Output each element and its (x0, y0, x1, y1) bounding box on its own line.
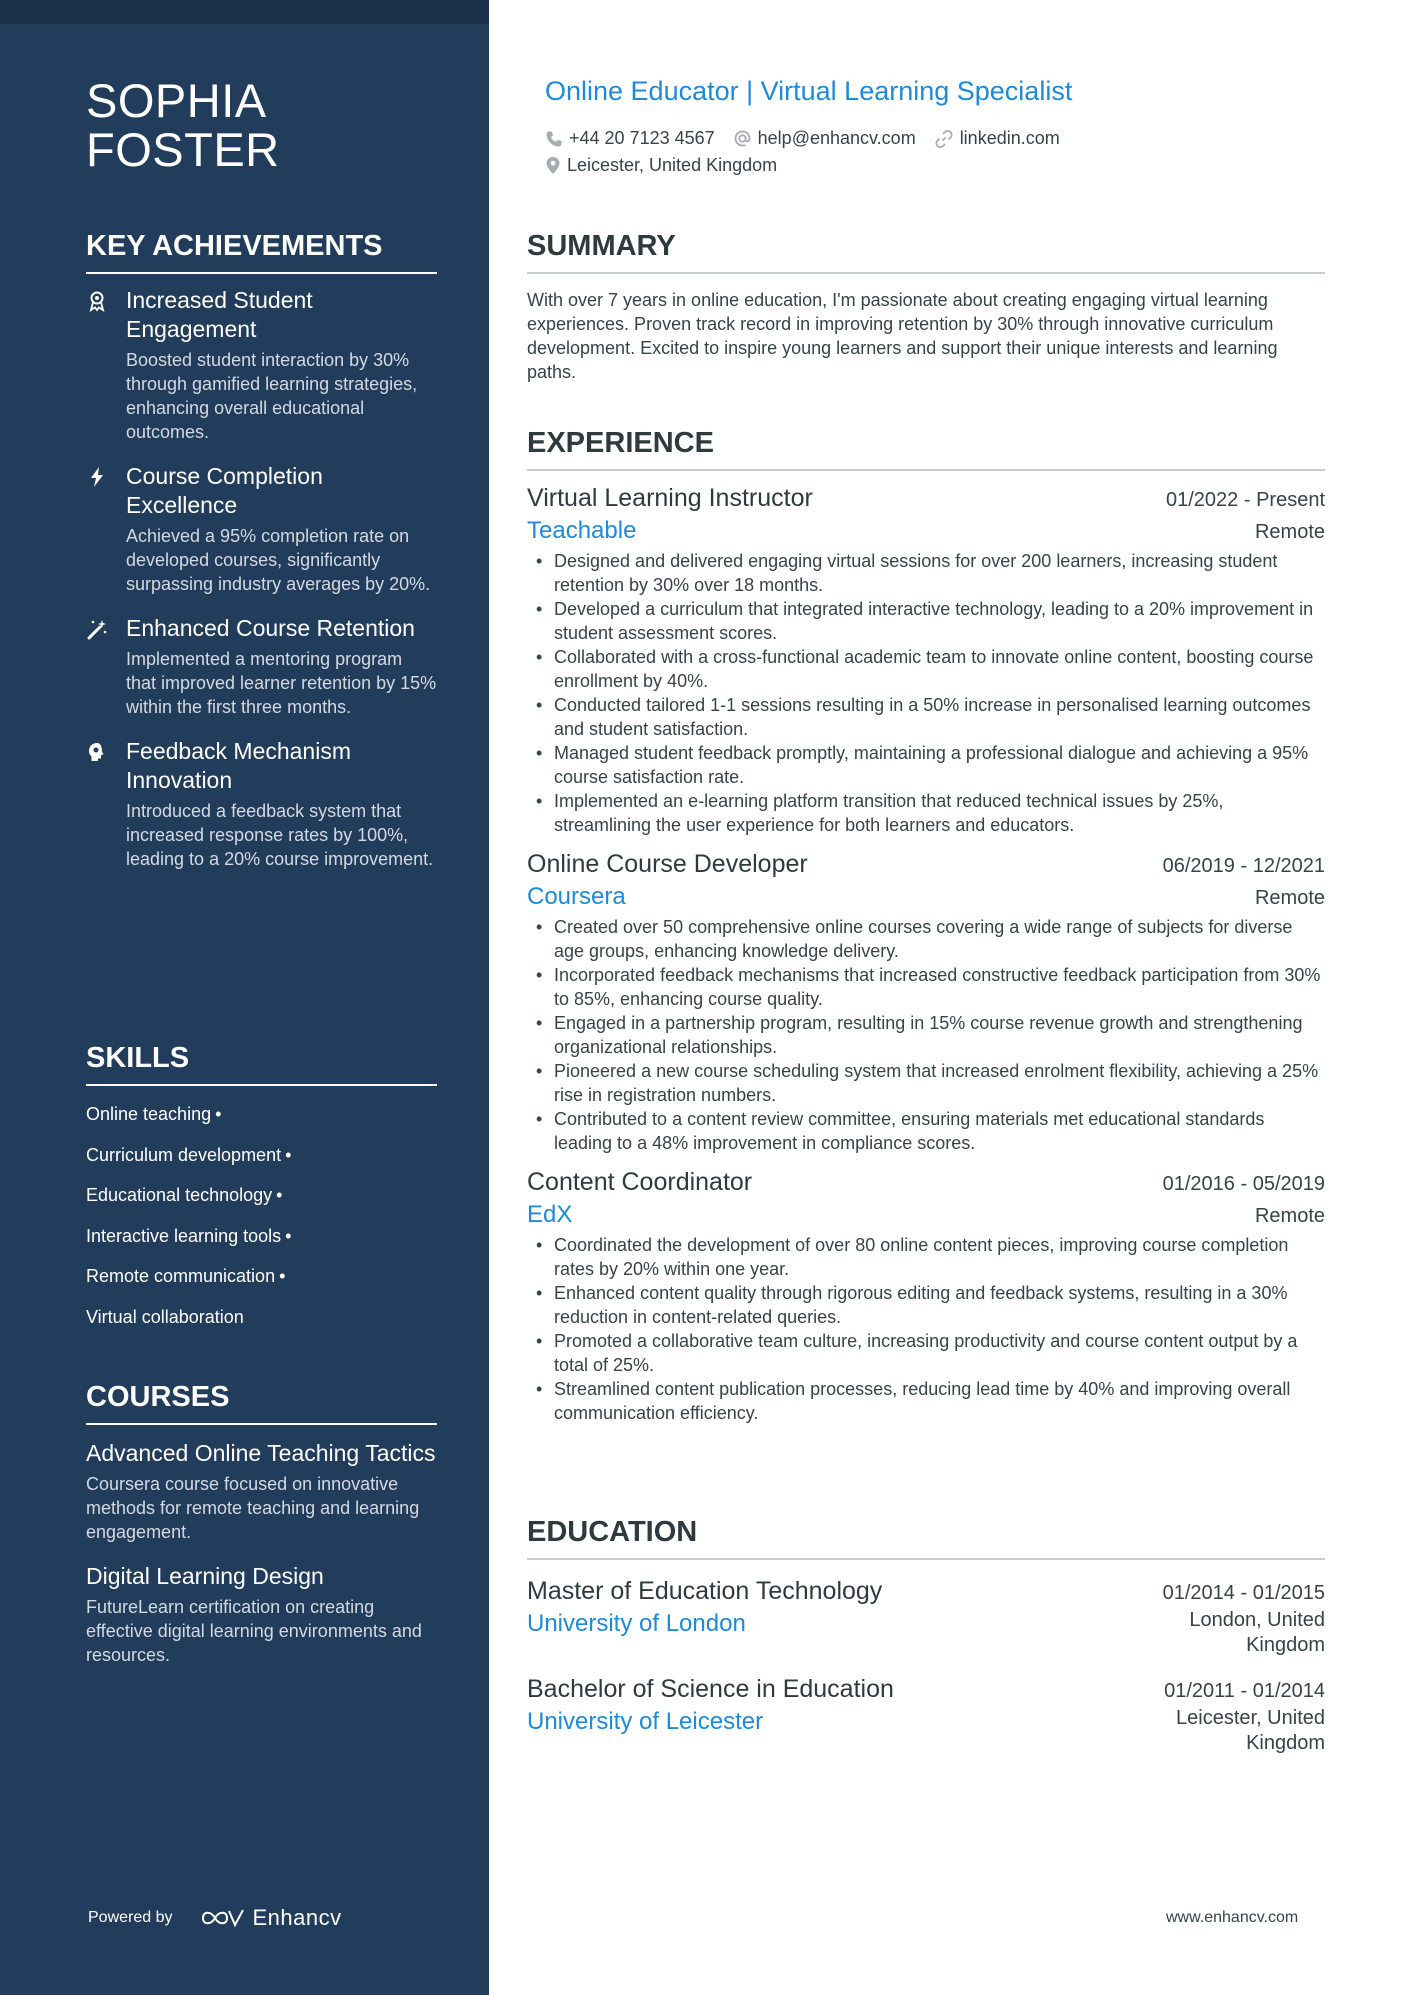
job-header (527, 847, 1325, 881)
job-location: Remote (1254, 1205, 1325, 1227)
achievement-title: Feedback Mechanism Innovation (126, 738, 351, 793)
achievement-desc: Boosted student interaction by 30% through gamified learning strategies, enhancing overall educational outcomes. (126, 350, 418, 442)
education-header (527, 1672, 1325, 1706)
course-item (86, 1439, 437, 1544)
headline: Online Educator | Virtual Learning Specialist (545, 76, 1073, 106)
skill-item: Educational technology • (86, 1185, 283, 1205)
powered-by (88, 1905, 342, 1931)
degree: Master of Education Technology (527, 1577, 883, 1605)
phone-icon (545, 130, 563, 148)
name-first: SOPHIA (86, 74, 267, 127)
education-entry (527, 1672, 1325, 1756)
summary-heading: SUMMARY (527, 228, 1325, 274)
skill-item: Remote communication • (86, 1266, 286, 1286)
summary-section (527, 228, 1325, 384)
job-bullet: • Collaborated with a cross-functional academic team to innovate online content, boosting course enrollment by 40%. (527, 645, 1325, 693)
skill-separator: • (215, 1104, 222, 1124)
location-text: Leicester, United Kingdom (567, 155, 778, 175)
name-last: FOSTER (86, 123, 280, 176)
skills-list (86, 1096, 437, 1339)
education-entry (527, 1574, 1325, 1658)
enhancv-logo[interactable] (199, 1905, 342, 1931)
education-header (527, 1574, 1325, 1608)
candidate-name (86, 76, 446, 174)
achievement-item (86, 737, 437, 871)
experience-heading: EXPERIENCE (527, 425, 1325, 471)
job-bullet: • Engaged in a partnership program, resulting in 15% course revenue growth and strengthening organizational relationships. (527, 1011, 1325, 1059)
education-subheader (527, 1706, 1325, 1756)
link-icon (934, 129, 954, 149)
job-bullet: • Conducted tailored 1-1 sessions resulting in a 50% increase in personalised learning outcomes and student satisfaction. (527, 693, 1325, 741)
main-content (527, 0, 1325, 1995)
job-bullet: • Pioneered a new course scheduling system that increased enrolment flexibility, achieving a 25% rise in registration numbers. (527, 1059, 1325, 1107)
linkedin-text: linkedin.com (959, 128, 1060, 148)
contact-row (545, 125, 1185, 152)
job-bullet: • Developed a curriculum that integrated interactive technology, leading to a 20% improvement in student assessment scores. (527, 597, 1325, 645)
summary-text: With over 7 years in online education, I'm passionate about creating engaging virtual learning experiences. Proven track record in improving retention by 30% through innovative curriculum development. Excited to inspire young learners and support their unique interests and learning paths. (527, 290, 1278, 382)
education-location: Leicester, United Kingdom (1176, 1707, 1325, 1754)
contact-row (545, 152, 1185, 179)
location-pin-icon (545, 156, 561, 175)
skill-separator: • (285, 1225, 292, 1246)
enhancv-logo-icon (199, 1906, 245, 1930)
job-subheader (527, 515, 1325, 547)
achievement-title: Increased Student Engagement (126, 287, 313, 342)
degree: Bachelor of Science in Education (527, 1675, 894, 1703)
job-header (527, 1165, 1325, 1199)
job-bullets (527, 1233, 1325, 1425)
website-link[interactable]: www.enhancv.com (1166, 1909, 1299, 1926)
achievement-title: Course Completion Excellence (126, 463, 323, 518)
school[interactable]: University of Leicester (527, 1708, 764, 1735)
education-subheader (527, 1608, 1325, 1658)
achievement-desc: Introduced a feedback system that increased response rates by 100%, leading to a 20% course improvement. (126, 801, 434, 869)
job-bullet: • Promoted a collaborative team culture, increasing productivity and course content output by a total of 25%. (527, 1329, 1325, 1377)
job-company[interactable]: EdX (527, 1201, 573, 1228)
course-desc: Coursera course focused on innovative methods for remote teaching and learning engagement. (86, 1474, 420, 1542)
course-desc: FutureLearn certification on creating effective digital learning environments and resources. (86, 1597, 422, 1665)
job-bullet: • Implemented an e-learning platform transition that reduced technical issues by 25%, streamlining the user experience for both learners and educators. (527, 789, 1325, 837)
skill-separator: • (285, 1144, 292, 1165)
job-bullet: • Managed student feedback promptly, maintaining a professional dialogue and achieving a 95% course satisfaction rate. (527, 741, 1325, 789)
job-bullet: • Coordinated the development of over 80 online content pieces, improving course completion rates by 20% within one year. (527, 1233, 1325, 1281)
email-contact[interactable] (733, 128, 916, 149)
job-bullet: • Contributed to a content review committee, ensuring materials met educational standards leading to a 48% improvement in compliance scores. (527, 1107, 1325, 1155)
achievement-item (86, 286, 437, 444)
contact-info (545, 125, 1185, 179)
location-contact (545, 155, 777, 176)
job-company[interactable]: Coursera (527, 883, 626, 910)
achievements-heading: KEY ACHIEVEMENTS (86, 228, 437, 274)
skill-item: Interactive learning tools • (86, 1225, 292, 1246)
head-brain-icon (86, 741, 108, 763)
education-section (527, 1514, 1325, 1756)
job-bullet: • Incorporated feedback mechanisms that increased constructive feedback participation from 30% to 85%, enhancing course quality. (527, 963, 1325, 1011)
education-location: London, United Kingdom (1189, 1609, 1325, 1656)
at-sign-icon (733, 129, 752, 148)
skill-item: Virtual collaboration (86, 1306, 244, 1327)
award-ribbon-icon (86, 290, 108, 312)
email-text: help@enhancv.com (757, 128, 916, 148)
sidebar-top-strip (0, 0, 489, 24)
job-title: Virtual Learning Instructor (527, 484, 813, 512)
course-title: Advanced Online Teaching Tactics (86, 1440, 436, 1466)
skill-item: Curriculum development • (86, 1144, 292, 1165)
experience-section (527, 425, 1325, 1425)
achievement-desc: Achieved a 95% completion rate on developed courses, significantly surpassing industry averages by 20%. (126, 526, 431, 594)
lightning-bolt-icon (86, 466, 108, 488)
skills-heading: SKILLS (86, 1040, 437, 1086)
job-entry (527, 1165, 1325, 1425)
powered-by-label: Powered by (88, 1909, 173, 1926)
job-bullet: • Enhanced content quality through rigorous editing and feedback systems, resulting in a 30% reduction in content-related queries. (527, 1281, 1325, 1329)
skills-section (86, 1040, 437, 1339)
courses-section (86, 1379, 437, 1667)
job-bullet: • Designed and delivered engaging virtual sessions for over 200 learners, increasing student retention by 30% over 18 months. (527, 549, 1325, 597)
job-title: Online Course Developer (527, 850, 808, 878)
phone-contact[interactable] (545, 128, 715, 149)
education-dates: 01/2011 - 01/2014 (1164, 1680, 1325, 1702)
job-entry (527, 847, 1325, 1155)
job-bullets (527, 915, 1325, 1155)
sidebar (0, 0, 489, 1995)
skill-separator: • (279, 1266, 286, 1286)
job-dates: 01/2016 - 05/2019 (1162, 1173, 1325, 1195)
achievement-item (86, 614, 437, 719)
job-title: Content Coordinator (527, 1168, 753, 1196)
job-dates: 06/2019 - 12/2021 (1162, 855, 1325, 877)
achievements-section (86, 228, 437, 871)
course-title: Digital Learning Design (86, 1563, 324, 1589)
job-header (527, 481, 1325, 515)
achievement-desc: Implemented a mentoring program that improved learner retention by 15% within the first three months. (126, 649, 437, 717)
job-bullet: • Created over 50 comprehensive online courses covering a wide range of subjects for diverse age groups, enhancing knowledge delivery. (527, 915, 1325, 963)
education-heading: EDUCATION (527, 1514, 1325, 1560)
phone-text: +44 20 7123 4567 (569, 128, 715, 148)
job-subheader (527, 881, 1325, 913)
course-item (86, 1562, 437, 1667)
education-dates: 01/2014 - 01/2015 (1162, 1582, 1325, 1604)
skill-item: Online teaching • (86, 1104, 222, 1124)
job-dates: 01/2022 - Present (1166, 489, 1325, 511)
job-location: Remote (1254, 521, 1325, 543)
job-company[interactable]: Teachable (527, 517, 637, 544)
enhancv-brand: Enhancv (252, 1905, 342, 1930)
job-location: Remote (1254, 887, 1325, 909)
courses-heading: COURSES (86, 1379, 437, 1425)
school[interactable]: University of London (527, 1610, 746, 1637)
skill-separator: • (276, 1185, 283, 1205)
job-bullet: • Streamlined content publication processes, reducing lead time by 40% and improving overall communication efficiency. (527, 1377, 1325, 1425)
job-subheader (527, 1199, 1325, 1231)
job-bullets (527, 549, 1325, 837)
job-entry (527, 481, 1325, 837)
linkedin-contact[interactable] (934, 128, 1060, 149)
magic-wand-icon (86, 618, 108, 640)
achievement-title: Enhanced Course Retention (126, 615, 415, 641)
achievement-item (86, 462, 437, 596)
